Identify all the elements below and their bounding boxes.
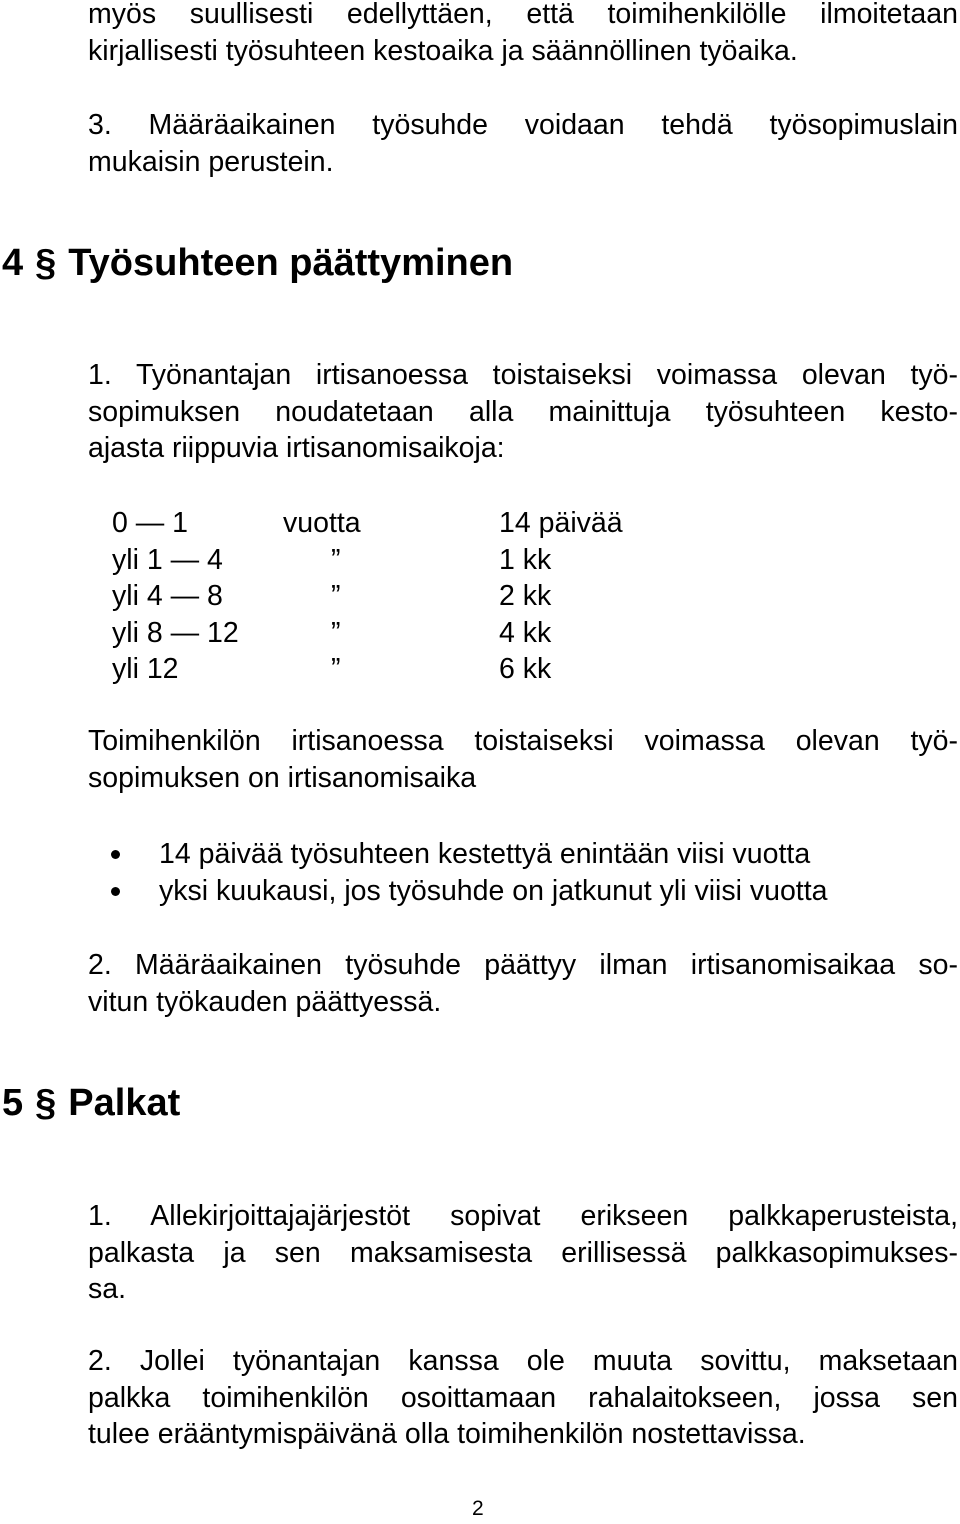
- text-line: 2. Määräaikainen työsuhde päättyy ilman irtisanomisaikaa so-: [88, 949, 958, 981]
- section-5-item-2: [88, 1343, 958, 1453]
- period-cell: 1 kk: [499, 543, 552, 576]
- unit-cell: ”: [331, 616, 341, 649]
- text-line: palkka toimihenkilön osoittamaan rahalaitokseen, jossa sen: [88, 1381, 958, 1414]
- text-line: sa.: [88, 1273, 127, 1305]
- text-line: ajasta riippuvia irtisanomisaikoja:: [88, 432, 505, 464]
- years-cell: yli 8 — 12: [112, 616, 239, 649]
- section-4-item-1: [88, 357, 958, 467]
- intro-paragraph: [88, 0, 958, 69]
- section-4-heading: [2, 240, 513, 286]
- section-title: Palkat: [68, 1082, 181, 1124]
- text-line: Toimihenkilön irtisanoessa toistaiseksi voimassa olevan työ-: [88, 725, 958, 757]
- section-title: Työsuhteen päättyminen: [68, 242, 514, 284]
- section-5-heading: [2, 1080, 180, 1126]
- unit-cell: ”: [331, 653, 341, 685]
- text-line: myös suullisesti edellyttäen, että toimihenkilölle ilmoitetaan: [88, 0, 958, 30]
- notice-bullet-list: [88, 836, 828, 910]
- text-line: vitun työkauden päättyessä.: [88, 985, 442, 1018]
- unit-cell: ”: [331, 580, 341, 612]
- employee-notice-paragraph: [88, 723, 958, 796]
- table-row: [112, 505, 623, 542]
- text-line: palkasta ja sen maksamisesta erillisessä palkkasopimukses-: [88, 1236, 958, 1269]
- text-line: sopimuksen on irtisanomisaika: [88, 761, 477, 794]
- list-item-text: 14 päivää työsuhteen kestettyä enintään viisi vuotta: [159, 838, 811, 870]
- years-cell: yli 4 — 8: [112, 580, 223, 612]
- text-line: kirjallisesti työsuhteen kestoaika ja säännöllinen työaika.: [88, 34, 798, 67]
- period-cell: 2 kk: [499, 580, 552, 612]
- period-cell: 14 päivää: [499, 507, 623, 539]
- text-line: 3. Määräaikainen työsuhde voidaan tehdä työsopimuslain: [88, 109, 958, 141]
- table-row: [112, 542, 623, 579]
- notice-period-table: [112, 505, 623, 688]
- section-symbol: §: [35, 242, 57, 284]
- bullet-icon: [111, 850, 120, 859]
- table-row: [112, 651, 623, 688]
- section-number: 4: [2, 242, 24, 284]
- section-5-item-1: [88, 1198, 958, 1308]
- text-line: tulee erääntymispäivänä olla toimihenkilön nostettavissa.: [88, 1418, 806, 1450]
- years-cell: yli 1 — 4: [112, 543, 223, 576]
- text-line: mukaisin perustein.: [88, 145, 334, 178]
- unit-cell: vuotta: [283, 507, 361, 539]
- table-row: [112, 615, 623, 652]
- text-line: 1. Työnantajan irtisanoessa toistaiseksi voimassa olevan työ-: [88, 359, 958, 391]
- list-item: [88, 873, 828, 910]
- section-symbol: §: [35, 1082, 57, 1124]
- years-cell: 0 — 1: [112, 507, 189, 539]
- text-line: 1. Allekirjoittajajärjestöt sopivat erikseen palkkaperusteista,: [88, 1200, 958, 1232]
- period-cell: 6 kk: [499, 653, 552, 685]
- item-3-paragraph: [88, 107, 958, 180]
- text-line: 2. Jollei työnantajan kanssa ole muuta sovittu, maksetaan: [88, 1345, 958, 1377]
- section-4-item-2: [88, 947, 958, 1020]
- list-item: [88, 836, 828, 873]
- bullet-icon: [111, 887, 120, 896]
- page-number: 2: [472, 1497, 484, 1520]
- section-number: 5: [2, 1082, 24, 1124]
- unit-cell: ”: [331, 543, 341, 576]
- text-line: sopimuksen noudatetaan alla mainittuja työsuhteen kesto-: [88, 395, 958, 428]
- years-cell: yli 12: [112, 653, 179, 685]
- period-cell: 4 kk: [499, 616, 552, 649]
- list-item-text: yksi kuukausi, jos työsuhde on jatkunut yli viisi vuotta: [159, 875, 828, 907]
- table-row: [112, 578, 623, 615]
